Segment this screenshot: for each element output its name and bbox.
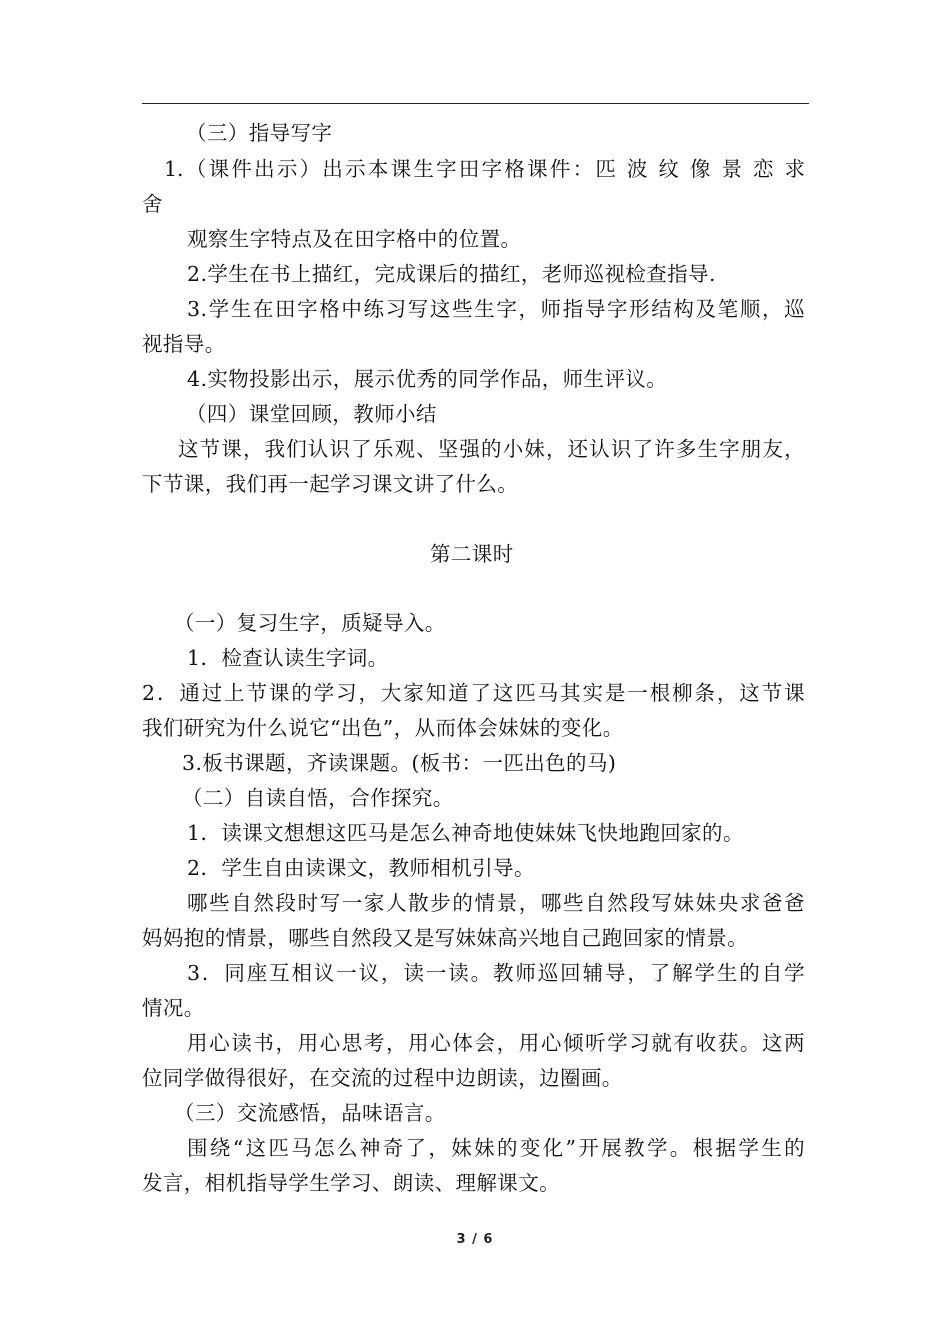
paragraph-line: 我们研究为什么说它“出色”，从而体会妹妹的变化。 <box>142 716 624 740</box>
paragraph-line: 这节课，我们认识了乐观、坚强的小妹，还认识了许多生字朋友， <box>178 437 805 461</box>
heading-guide-writing: （三）指导写字 <box>186 121 333 145</box>
paragraph-line: 哪些自然段时写一家人散步的情景，哪些自然段写妹妹央求爸爸 <box>187 891 805 915</box>
paragraph-line: 4.实物投影出示，展示优秀的同学作品，师生评议。 <box>187 367 668 391</box>
paragraph-line: 视指导。 <box>142 332 226 356</box>
paragraph-line: 情况。 <box>142 996 205 1020</box>
paragraph-line: 1．检查认读生字词。 <box>187 646 389 670</box>
paragraph-line: 1.（课件出示）出示本课生字田字格课件：匹 波 纹 像 景 恋 求 <box>164 157 805 181</box>
paragraph-line: 舍 <box>142 192 163 216</box>
paragraph-line: 3.板书课题，齐读课题。(板书：一匹出色的马) <box>182 751 617 775</box>
paragraph-line: 2．通过上节课的学习，大家知道了这匹马其实是一根柳条，这节课 <box>142 681 805 705</box>
paragraph-line: 围绕“这匹马怎么神奇了，妹妹的变化”开展教学。根据学生的 <box>187 1136 805 1160</box>
paragraph-line: 3.学生在田字格中练习写这些生字，师指导字形结构及笔顺，巡 <box>187 297 805 321</box>
paragraph-line: 妈妈抱的情景，哪些自然段又是写妹妹高兴地自己跑回家的情景。 <box>142 926 749 950</box>
heading-exchange-feelings: （三）交流感悟，品味语言。 <box>174 1101 446 1125</box>
paragraph-line: 下节课，我们再一起学习课文讲了什么。 <box>142 472 519 496</box>
section-title-second-lesson: 第二课时 <box>430 542 514 566</box>
paragraph-line: 位同学做得很好，在交流的过程中边朗读，边圈画。 <box>142 1066 623 1090</box>
paragraph-line: 2.学生在书上描红，完成课后的描红，老师巡视检查指导. <box>187 262 716 286</box>
paragraph-line: 3．同座互相议一议，读一读。教师巡回辅导，了解学生的自学 <box>187 961 805 985</box>
header-rule <box>142 103 809 104</box>
heading-self-study: （二）自读自悟，合作探究。 <box>182 786 454 810</box>
heading-review-summary: （四）课堂回顾，教师小结 <box>186 402 437 426</box>
paragraph-line: 2．学生自由读课文，教师相机引导。 <box>187 856 535 880</box>
paragraph-line: 发言，相机指导学生学习、朗读、理解课文。 <box>142 1171 560 1195</box>
paragraph-line: 观察生字特点及在田字格中的位置。 <box>187 227 522 251</box>
paragraph-line: 1．读课文想想这匹马是怎么神奇地使妹妹飞快地跑回家的。 <box>187 821 744 845</box>
heading-review-characters: （一）复习生字，质疑导入。 <box>174 611 446 635</box>
page-number: 3 / 6 <box>456 1232 494 1247</box>
paragraph-line: 用心读书，用心思考，用心体会，用心倾听学习就有收获。这两 <box>187 1031 805 1055</box>
